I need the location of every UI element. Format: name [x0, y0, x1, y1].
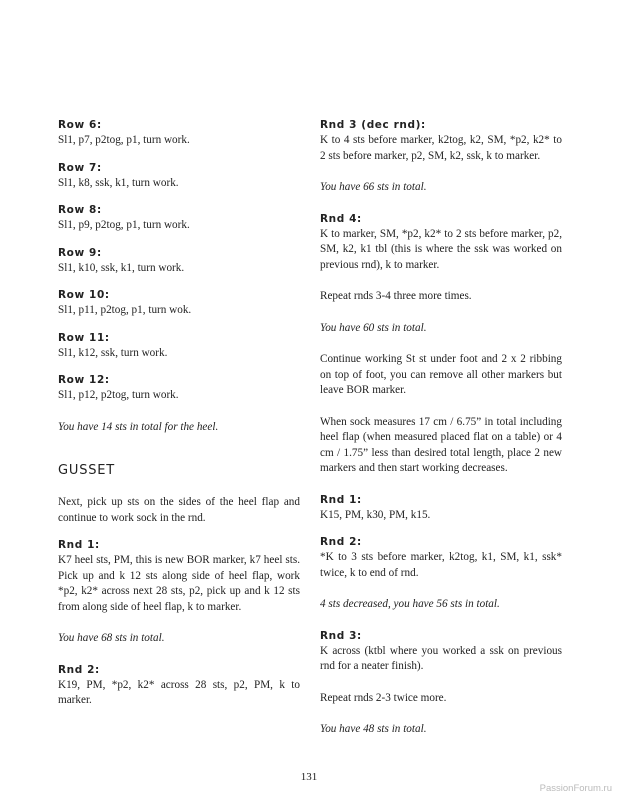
row-7-heading: Row 7:	[58, 161, 102, 174]
total-60-note: You have 60 sts in total.	[320, 321, 427, 334]
dec-rnd-2-text: *K to 3 sts before marker, k2tog, k1, SM, k1, ssk* twice, k to end of rnd.	[320, 551, 562, 579]
dec-rnd-2-heading: Rnd 2:	[320, 536, 362, 548]
row-6-text: Sl1, p7, p2tog, p1, turn work.	[58, 134, 190, 146]
rnd-4-heading: Rnd 4:	[320, 212, 362, 225]
rnd-3-dec-heading: Rnd 3 (dec rnd):	[320, 119, 426, 131]
right-column	[320, 118, 562, 738]
repeat-rnds-2-3: Repeat rnds 2-3 twice more.	[320, 691, 447, 704]
row-7-text: Sl1, k8, ssk, k1, turn work.	[58, 176, 179, 189]
rnd-4-text: K to marker, SM, *p2, k2* to 2 sts before marker, p2, SM, k2, k1 tbl (this is where the ssk was worked on previous rnd), k to marker.	[320, 227, 562, 271]
heel-total-note: You have 14 sts in total for the heel.	[58, 420, 219, 433]
row-10-heading: Row 10:	[58, 289, 110, 301]
continue-instructions: Continue working St st under foot and 2 x 2 ribbing on top of foot, you can remove all other markers but leave BOR marker.	[320, 353, 562, 396]
row-9-text: Sl1, k10, ssk, k1, turn work.	[58, 261, 185, 274]
watermark: PassionForum.ru	[539, 783, 612, 794]
total-48-note: You have 48 sts in total.	[320, 723, 427, 735]
rnd-3-dec-text: K to 4 sts before marker, k2tog, k2, SM, *p2, k2* to 2 sts before marker, p2, SM, k2, ssk, k to marker.	[320, 134, 562, 162]
rnd-2-text: K19, PM, *p2, k2* across 28 sts, p2, PM, k to marker.	[58, 678, 300, 706]
measure-instructions: When sock measures 17 cm / 6.75” in total including heel flap (when measured placed flat on a table) or 4 cm / 1.75” less than desired total length, place 2 new markers and then start working decreases.	[320, 415, 562, 474]
section-title-gusset: GUSSET	[58, 463, 116, 478]
repeat-rnds-3-4: Repeat rnds 3-4 three more times.	[320, 290, 472, 302]
row-9-heading: Row 9:	[58, 246, 102, 259]
row-11-heading: Row 11:	[58, 331, 110, 344]
row-6-heading: Row 6:	[58, 119, 102, 131]
rnd-1-heading: Rnd 1:	[58, 539, 100, 551]
gusset-intro: Next, pick up sts on the sides of the heel flap and continue to work sock in the rnd.	[58, 496, 300, 524]
page-number: 131	[300, 771, 318, 783]
dec-rnd-1-text: K15, PM, k30, PM, k15.	[320, 508, 431, 521]
row-8-heading: Row 8:	[58, 204, 102, 216]
rnd-1-text: K7 heel sts, PM, this is new BOR marker, k7 heel sts. Pick up and k 12 sts along side of heel flap, work *p2, k2* across next 28 sts, p2, pick up and k 12 sts from along side of heel flap, k to marker.	[58, 554, 300, 613]
dec-rnd-3-text: K across (ktbl where you worked a ssk on previous rnd for a neater finish).	[320, 644, 562, 672]
rnd-2-heading: Rnd 2:	[58, 663, 100, 676]
dec-rnd-3-heading: Rnd 3:	[320, 629, 362, 642]
rnd-1-total: You have 68 sts in total.	[58, 632, 165, 644]
row-11-text: Sl1, k12, ssk, turn work.	[58, 346, 168, 359]
total-66-note: You have 66 sts in total.	[320, 181, 427, 193]
left-column	[58, 118, 300, 709]
row-8-text: Sl1, p9, p2tog, p1, turn work.	[58, 219, 190, 231]
dec-rnd-1-heading: Rnd 1:	[320, 493, 362, 506]
row-12-heading: Row 12:	[58, 374, 110, 386]
total-56-note: 4 sts decreased, you have 56 sts in total.	[320, 598, 500, 610]
row-10-text: Sl1, p11, p2tog, p1, turn wok.	[58, 304, 192, 316]
row-12-text: Sl1, p12, p2tog, turn work.	[58, 389, 179, 401]
